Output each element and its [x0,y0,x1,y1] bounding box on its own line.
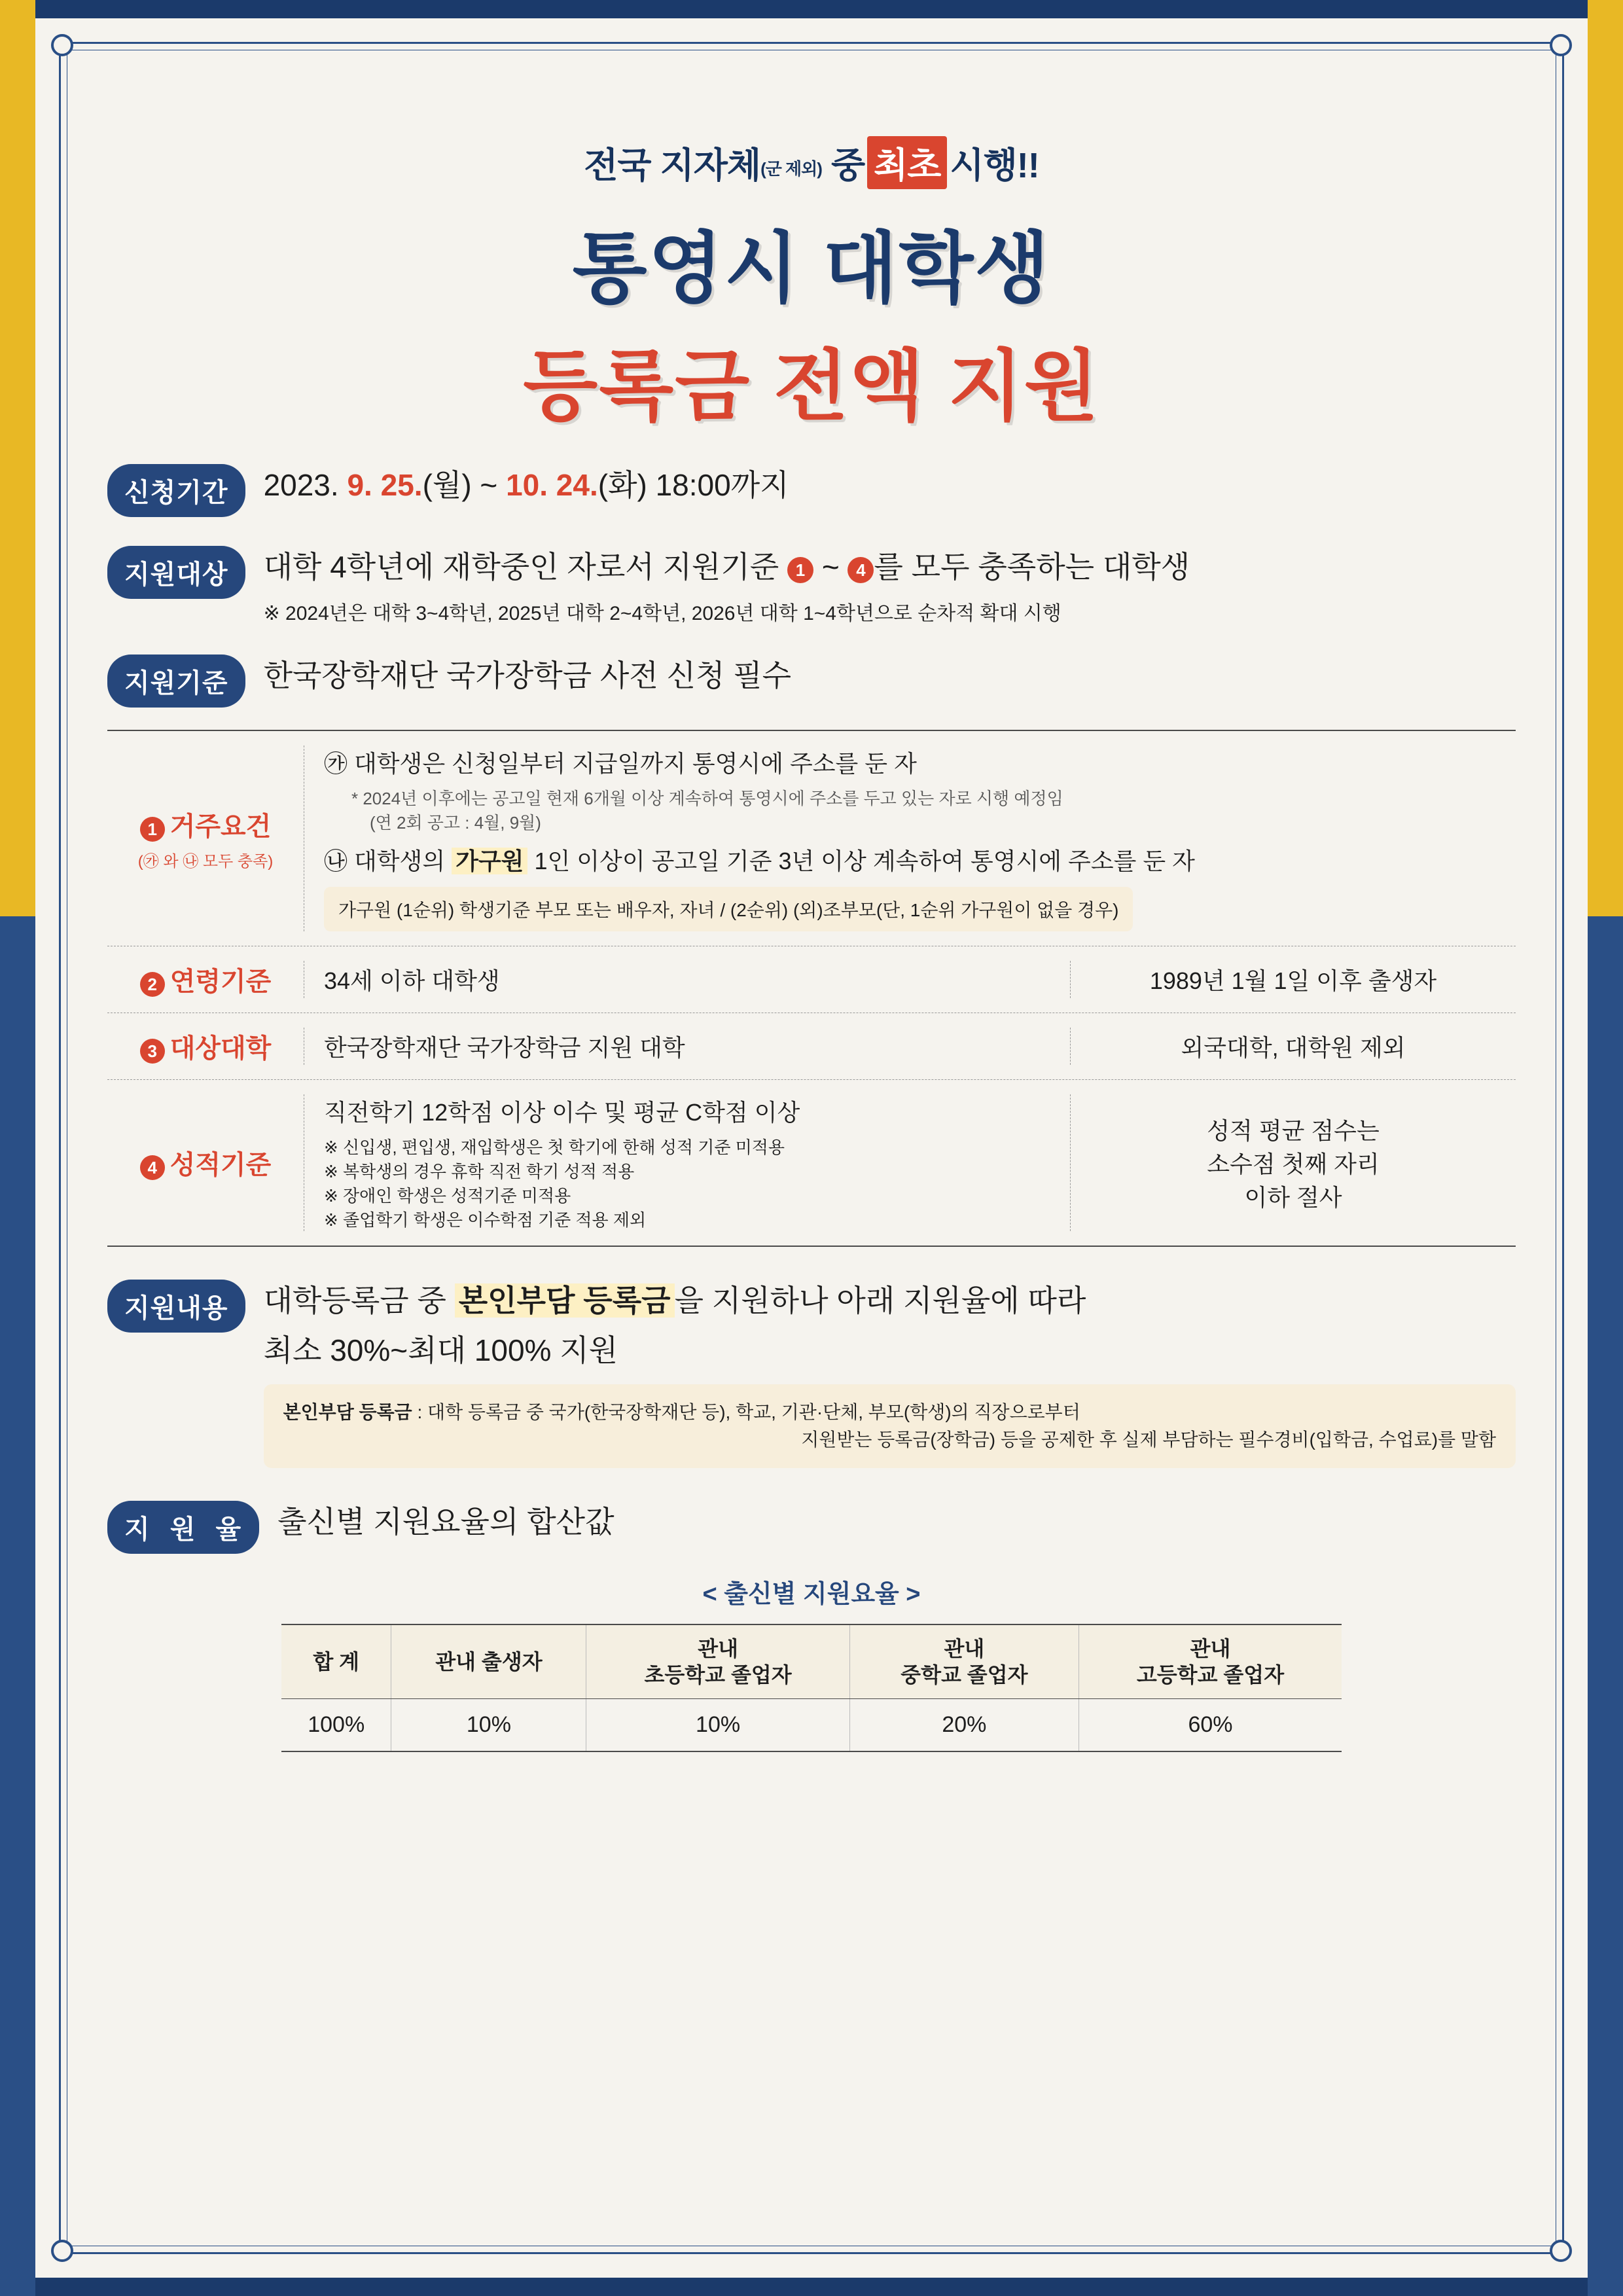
criteria-num: 1 [140,817,165,842]
period-date-end: 10. 24. [506,468,598,502]
support-definition-box [264,1384,1516,1468]
rate-headline: 출신별 지원요율의 합산값 [277,1505,615,1539]
criteria-row-grades [107,1080,1516,1247]
table-cell-value: 100% [281,1699,391,1752]
criteria-num: 3 [140,1039,165,1064]
criteria-row-body [304,1094,1516,1231]
criteria-row-head [107,745,304,931]
frame-left-yellow [0,0,35,916]
th-line-2: 중학교 졸업자 [901,1663,1028,1687]
criteria-head-line [140,1144,272,1181]
period-body [264,461,789,505]
label-support: 지원내용 [107,1280,245,1333]
section-period [107,461,1516,517]
age-right: 1989년 1월 1일 이후 출생자 [1070,961,1516,998]
target-pre: 대학 4학년에 재학중인 자로서 지원기준 [263,550,779,584]
period-mid: (월) ~ [422,468,498,502]
grades-right-line-2: 소수점 첫째 자리 [1207,1151,1380,1177]
grades-right [1070,1094,1516,1231]
th-line-1: 관내 [698,1637,738,1660]
criteria-head-line [140,1028,272,1065]
label-rate: 지 원 율 [107,1501,259,1554]
th-line-1: 관내 [944,1637,985,1660]
corner-dot-bottom-right [1550,2240,1572,2262]
frame-right-yellow [1588,0,1623,916]
support-box-line-2: 지원받는 등록금(장학금) 등을 공제한 후 실제 부담하는 필수경비(입학금, 수업료)를 말함 [801,1429,1496,1450]
period-post: (화) 18:00까지 [597,468,789,502]
target-note: ※ 2024년은 대학 3~4학년, 2025년 대학 2~4학년, 2026년 대학 1~4학년으로 순차적 확대 시행 [263,603,1061,624]
target-num-1: 1 [787,557,813,583]
rate-table [281,1624,1342,1752]
table-header-cell [849,1624,1079,1699]
support-highlight: 본인부담 등록금 [455,1283,675,1318]
household-definition-box: 가구원 (1순위) 학생기준 부모 또는 배우자, 자녀 / (2순위) (외)조부모(단, 1순위 가구원이 없을 경우) [324,887,1133,931]
residency-b-post: 1인 이상이 공고일 기준 3년 이상 계속하여 통영시에 주소를 둔 자 [534,848,1195,874]
grades-right-line-1: 성적 평균 점수는 [1207,1117,1380,1144]
university-left: 한국장학재단 국가장학금 지원 대학 [304,1028,1070,1065]
corner-dot-bottom-left [51,2240,73,2262]
criteria-row-head [107,1094,304,1231]
table-header-cell [586,1624,849,1699]
page-title-line1: 통영시 대학생 [572,226,1051,312]
criteria-num: 2 [140,972,165,997]
period-date-start: 9. 25. [347,468,423,502]
criteria-head-line [140,806,272,843]
criteria-row-body [304,745,1516,931]
poster-inner [35,18,1588,2278]
kicker-post: 시행!! [950,146,1039,185]
grades-note-3: ※ 장애인 학생은 성적기준 미적용 [324,1186,571,1206]
university-right: 외국대학, 대학원 제외 [1070,1028,1516,1065]
th-line-2: 초등학교 졸업자 [644,1663,792,1687]
table-header-cell [281,1624,391,1699]
label-criteria: 지원기준 [107,655,245,708]
label-period: 신청기간 [107,464,245,517]
poster-content [107,97,1516,2219]
th-line-2: 고등학교 졸업자 [1136,1663,1285,1687]
support-body [264,1277,1516,1468]
residency-b-highlight: 가구원 [452,848,527,874]
table-cell-value: 60% [1079,1699,1342,1752]
support-post: 을 지원하나 아래 지원율에 따라 [674,1283,1086,1318]
rate-body [277,1498,614,1541]
residency-note-2: (연 2회 공고 : 4월, 9월) [370,813,541,833]
grades-note-1: ※ 신입생, 편입생, 재입학생은 첫 학기에 한해 성적 기준 미적용 [324,1138,785,1157]
page-title-line2: 등록금 전액 지원 [523,344,1100,430]
rate-table-title: < 출신별 지원요율 > [702,1581,921,1608]
table-cell-value: 20% [849,1699,1079,1752]
label-target: 지원대상 [107,546,245,599]
residency-line-b [324,843,1516,876]
residency-line-a: ㉮ 대학생은 신청일부터 지급일까지 통영시에 주소를 둔 자 [324,750,917,777]
section-rate [107,1498,1516,1554]
corner-dot-top-right [1550,34,1572,56]
criteria-head-line [140,961,272,998]
target-body [264,543,1190,626]
rate-table-wrap [281,1624,1342,1752]
grades-note-4: ※ 졸업학기 학생은 이수학점 기준 적용 제외 [324,1210,647,1230]
kicker-pre: 전국 지자체 [584,146,761,185]
criteria-row-head [107,1028,304,1065]
table-header-row [281,1624,1342,1699]
criteria-head-sub: (㉮ 와 ㉯ 모두 충족) [137,853,274,870]
support-box-label: 본인부담 등록금 [283,1402,412,1422]
section-target [107,543,1516,626]
corner-dot-top-left [51,34,73,56]
th-line-1: 관내 [1190,1637,1231,1660]
support-box-line-1 [283,1399,1496,1426]
criteria-name: 연령기준 [169,967,272,996]
support-box-text-1: : 대학 등록금 중 국가(한국장학재단 등), 학교, 기관·단체, 부모(학생)의 직장으로부터 [412,1402,1080,1422]
th-line-1: 합 계 [313,1650,360,1674]
section-support [107,1277,1516,1468]
kicker-highlight: 최초 [867,136,947,189]
criteria-row-age [107,946,1516,1013]
grades-right-line-3: 이하 절사 [1244,1184,1342,1211]
residency-b-pre: ㉯ 대학생의 [324,848,446,874]
criteria-name: 거주요건 [169,812,272,841]
grades-note-2: ※ 복학생의 경우 휴학 직전 학기 성적 적용 [324,1162,635,1181]
criteria-row-residency [107,731,1516,946]
criteria-row-body [304,961,1516,998]
support-pre: 대학등록금 중 [263,1283,446,1318]
grades-main: 직전학기 12학점 이상 이수 및 평균 C학점 이상 [324,1099,800,1126]
target-post: 를 모두 충족하는 대학생 [874,550,1190,584]
kicker-line [107,136,1516,189]
target-text [264,543,1190,586]
support-line-1 [264,1277,1516,1320]
period-text [264,461,789,505]
support-line-2: 최소 30%~최대 100% 지원 [263,1333,618,1367]
table-row [281,1699,1342,1752]
criteria-name: 성적기준 [169,1151,272,1179]
th-line-1: 관내 출생자 [435,1650,543,1674]
target-num-4: 4 [847,557,874,583]
kicker-mid: 중 [830,146,865,185]
criteria-headline: 한국장학재단 국가장학금 사전 신청 필수 [263,658,792,692]
frame-right-blue [1588,916,1623,2296]
grades-left [304,1094,1070,1231]
section-criteria [107,652,1516,708]
frame-left-blue [0,916,35,2296]
table-header-cell [391,1624,586,1699]
kicker-small: (군 제외) [760,159,822,179]
criteria-name: 대상대학 [169,1034,272,1063]
residency-note-1: * 2024년 이후에는 공고일 현재 6개월 이상 계속하여 통영시에 주소를 두고 있는 자로 시행 예정임 [351,789,1063,808]
criteria-row-body [304,1028,1516,1065]
period-pre: 2023. [263,468,339,502]
criteria-row-university [107,1013,1516,1080]
table-header-cell [1079,1624,1342,1699]
criteria-headline-body [264,652,792,695]
criteria-num: 4 [140,1155,165,1180]
criteria-row-head [107,961,304,998]
table-cell-value: 10% [391,1699,586,1752]
target-tilde: ~ [821,550,840,584]
table-cell-value: 10% [586,1699,849,1752]
age-left: 34세 이하 대학생 [304,961,1070,998]
criteria-table [107,730,1516,1247]
